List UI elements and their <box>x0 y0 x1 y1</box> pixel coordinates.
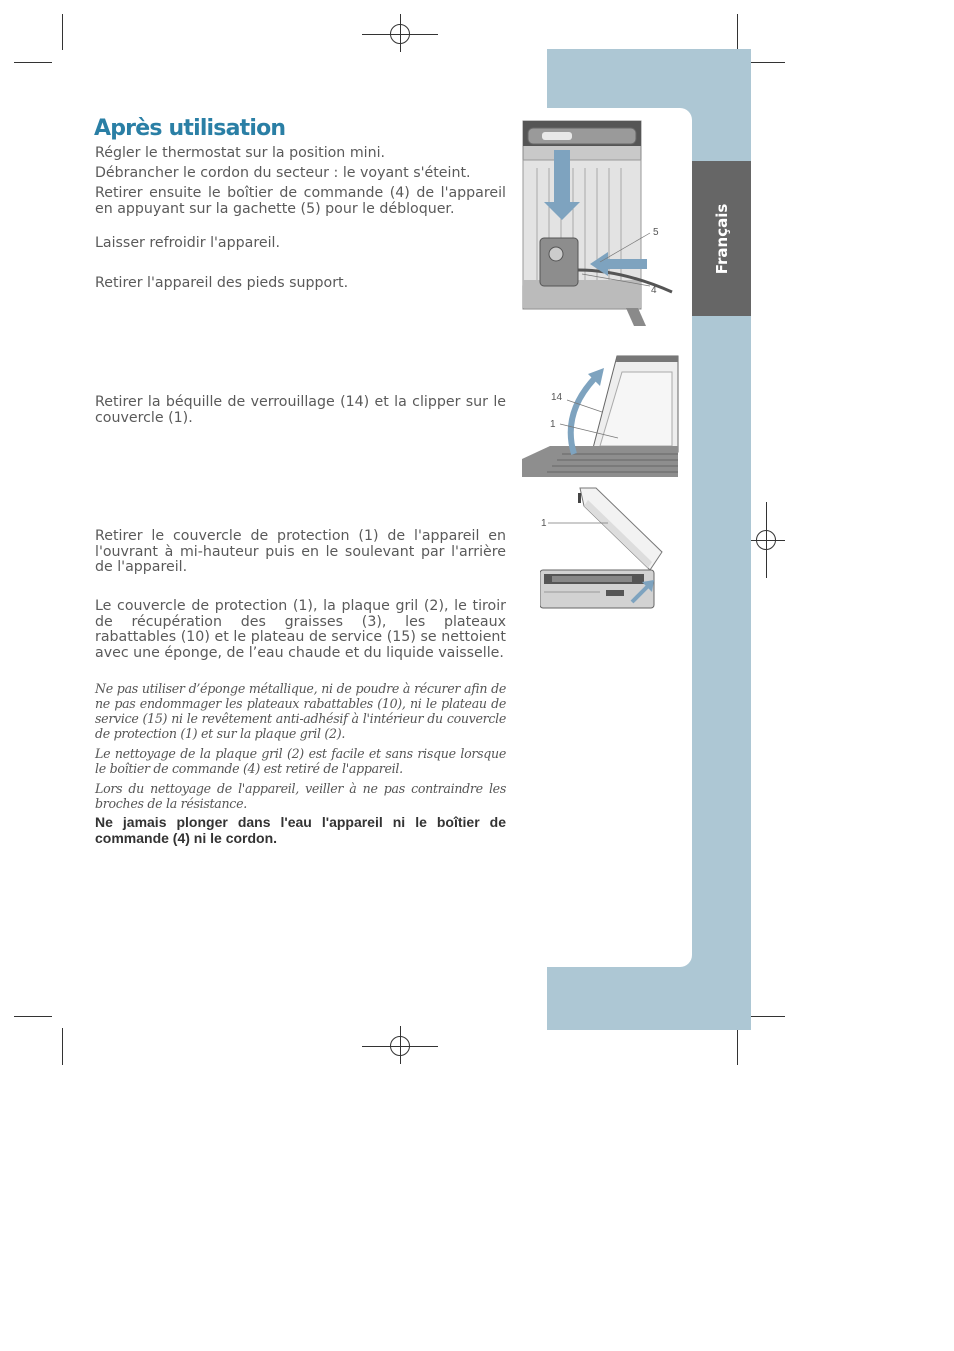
crop-mark <box>747 1016 785 1017</box>
figure-locking-strut <box>522 354 680 479</box>
crop-mark <box>747 62 785 63</box>
crop-mark <box>62 1028 63 1065</box>
paragraph: Retirer l'appareil des pieds support. <box>95 275 349 291</box>
language-tab <box>692 161 751 316</box>
paragraph: Laisser refroidir l'appareil. <box>95 235 280 251</box>
figure-callout-1: 1 <box>550 419 556 430</box>
figure-control-box-removal <box>522 120 682 330</box>
figure-cover-removal <box>540 486 666 611</box>
paragraph: Retirer la béquille de verrouillage (14) et la clipper sur le couvercle (1). <box>95 394 506 426</box>
registration-circle <box>390 24 410 44</box>
paragraph: Retirer ensuite le boîtier de commande (4) de l'appareil en appuyant sur la gachette (5) pour le débloquer. <box>95 185 506 217</box>
language-tab-label: Français <box>712 203 731 274</box>
paragraph: Débrancher le cordon du secteur : le voyant s'éteint. <box>95 165 471 181</box>
paragraph: Régler le thermostat sur la position mini. <box>95 145 386 161</box>
crop-mark <box>14 1016 52 1017</box>
note: Ne pas utiliser d’éponge métallique, ni de poudre à récurer afin de ne pas endommager les plateaux rabattables (10), ni le plateau de service (15) ni le revêtement anti-adhésif à l'intérieur du couvercle de protection (1) et sur la plaque gril (2). <box>95 681 506 741</box>
figure-callout-1: 1 <box>541 518 547 529</box>
note: Lors du nettoyage de l'appareil, veiller à ne pas contraindre les broches de la résistance. <box>95 781 506 811</box>
crop-mark <box>62 14 63 50</box>
figure-callout-4: 4 <box>651 285 657 296</box>
warning: Ne jamais plonger dans l'eau l'appareil ni le boîtier de commande (4) ni le cordon. <box>95 814 506 846</box>
figure-callout-5: 5 <box>653 227 659 238</box>
crop-mark <box>14 62 52 63</box>
figure-callout-14: 14 <box>551 392 563 403</box>
registration-circle <box>756 530 776 550</box>
crop-mark <box>737 14 738 50</box>
note: Le nettoyage de la plaque gril (2) est facile et sans risque lorsque le boîtier de commande (4) est retiré de l'appareil. <box>95 746 506 776</box>
crop-mark <box>737 1028 738 1065</box>
registration-circle <box>390 1036 410 1056</box>
section-title: Après utilisation <box>94 116 286 141</box>
paragraph: Le couvercle de protection (1), la plaque gril (2), le tiroir de récupération des graisses (3), les plateaux rabattables (10) et le plateau de service (15) se nettoient avec une éponge, de l’eau chaude et du liquide vaisselle. <box>95 598 506 661</box>
paragraph: Retirer le couvercle de protection (1) de l'appareil en l'ouvrant à mi-hauteur puis en le soulevant par l'arrière de l'appareil. <box>95 528 506 575</box>
